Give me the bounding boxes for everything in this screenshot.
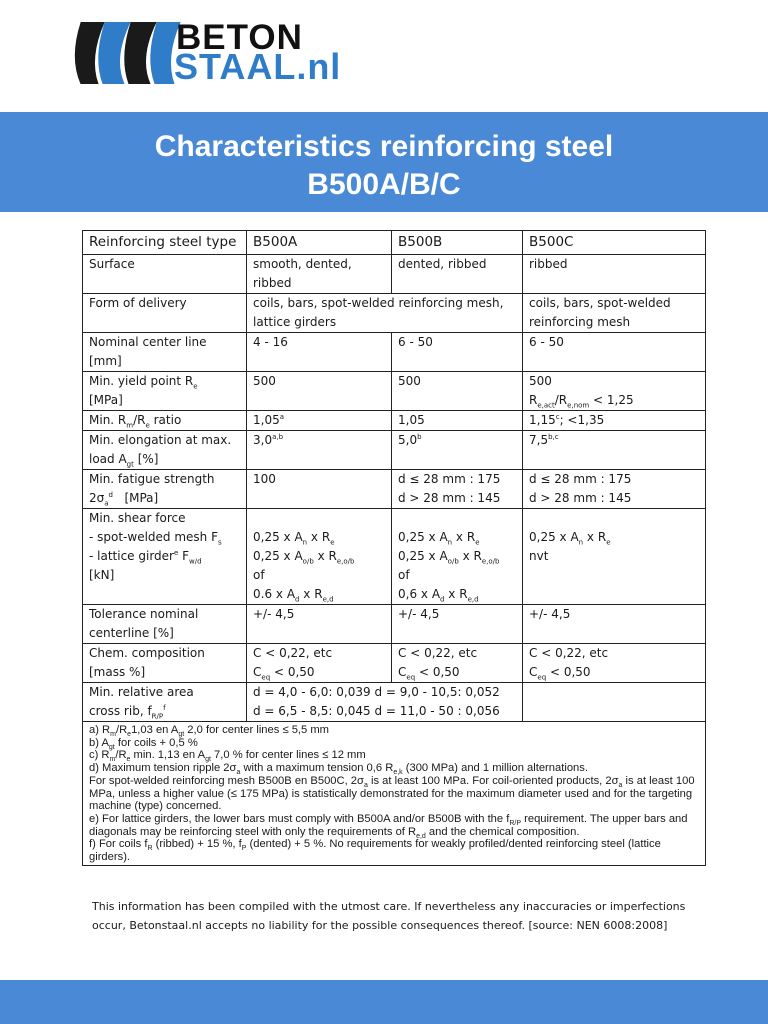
table-cell: C < 0,22, etc $C_{eq} < 0,50$ (392, 644, 523, 683)
row-label: Min. elongation at max. load $A_{gt}$ [%] (83, 431, 247, 470)
row-label: Min. relative area cross rib, $f_{R/P}^f$ (83, 683, 247, 722)
table-cell: coils, bars, spot-welded reinforcing mesh, lattice girders (247, 294, 523, 333)
header-cell: B500B (392, 231, 523, 255)
table-row (83, 509, 706, 605)
row-label: Tolerance nominal centerline [%] (83, 605, 247, 644)
table-cell: coils, bars, spot-welded reinforcing mesh (523, 294, 706, 333)
title-banner (0, 112, 768, 212)
table-cell: 0,25 x $A_n$ x $R_e$ nvt (523, 509, 706, 605)
row-label: Form of delivery (83, 294, 247, 333)
table-row (83, 411, 706, 431)
row-label: Min. yield point $R_e$ [MPa] (83, 372, 247, 411)
table-row (83, 294, 706, 333)
table-cell: d ≤ 28 mm : 175 d > 28 mm : 145 (523, 470, 706, 509)
table-cell: 7,5$^{b,c}$ (523, 431, 706, 470)
header-cell: Reinforcing steel type (83, 231, 247, 255)
table-row (83, 470, 706, 509)
logo-wordmark-top: BETON (176, 18, 303, 57)
table-row (83, 683, 706, 722)
table-cell: 500 (392, 372, 523, 411)
table-row (83, 333, 706, 372)
table-row (83, 644, 706, 683)
row-label: Min. $R_m/R_e$ ratio (83, 411, 247, 431)
table-cell: +/- 4,5 (392, 605, 523, 644)
table-cell: d ≤ 28 mm : 175 d > 28 mm : 145 (392, 470, 523, 509)
logo-wordmark-bottom: STAAL.nl (174, 46, 342, 87)
row-label: Min. shear force - spot-welded mesh $F_s$ - lattice girder$^e$ $F_{w/d}$ [kN] (83, 509, 247, 605)
table-cell: 3,0$^{a,b}$ (247, 431, 392, 470)
disclaimer-text: This information has been compiled with the utmost care. If nevertheless any inaccuracies or imperfections occur, Betonstaal.nl accepts no liability for the possible consequences thereof. [source: NEN 6008:2008] (92, 900, 686, 932)
table-cell: d = 4,0 - 6,0: 0,039 d = 9,0 - 10,5: 0,052 d = 6,5 - 8,5: 0,045 d = 11,0 - 50 : 0,056 (247, 683, 523, 722)
table-cell: C < 0,22, etc $C_{eq} < 0,50$ (523, 644, 706, 683)
table-row (83, 431, 706, 470)
table-cell: 1,05$^a$ (247, 411, 392, 431)
table-cell: 500 $R_{e,act}/R_{e,nom} < 1,25$ (523, 372, 706, 411)
table-cell: +/- 4,5 (523, 605, 706, 644)
table-cell: ribbed (523, 255, 706, 294)
table-cell: 500 (247, 372, 392, 411)
table-cell: 1,05 (392, 411, 523, 431)
table-cell: 6 - 50 (523, 333, 706, 372)
header-cell: B500A (247, 231, 392, 255)
table-cell: 1,15$^c$; <1,35 (523, 411, 706, 431)
table-cell: +/- 4,5 (247, 605, 392, 644)
row-label: Nominal center line [mm] (83, 333, 247, 372)
table-cell: dented, ribbed (392, 255, 523, 294)
table-cell: C < 0,22, etc $C_{eq} < 0,50$ (247, 644, 392, 683)
row-label: Min. fatigue strength $2\sigma_a^d$ [MPa] (83, 470, 247, 509)
row-label: Chem. composition [mass %] (83, 644, 247, 683)
page-title-line2: B500A/B/C (307, 168, 461, 201)
table-row (83, 605, 706, 644)
table-cell (523, 683, 706, 722)
table-row (83, 255, 706, 294)
table-cell: 0,25 x $A_n$ x $R_e$ 0,25 x $A_{o/b}$ x $R_{e,o/b}$ of 0.6 x $A_d$ x $R_{e,d}$ (247, 509, 392, 605)
page-title-line1: Characteristics reinforcing steel (154, 130, 614, 163)
header-cell: B500C (523, 231, 706, 255)
bottom-bar (0, 980, 768, 1024)
table-cell: smooth, dented, ribbed (247, 255, 392, 294)
row-label: Surface (83, 255, 247, 294)
table-row (83, 722, 706, 866)
footnotes: a) $R_m/R_e1,03$ en $A_{gt}$ 2,0 for center lines ≤ 5,5 mm b) $A_{gt}$ for coils + 0,5 % c) $R_m/R_e$ min. 1,13 en $A_{gt}$ 7,0 % for center lines ≤ 12 mm d) Maximum tension ripple $2\sigma_a$ with a maximum tension 0,6 $R_{e,k}$ (300 MPa) and 1 million alternations. For spot-welded reinforcing mesh B500B en B500C, $2\sigma_a$ is at least 100 MPa. For coil-oriented products, $2\sigma_a$ is at least 100 MPa, unless a higher value (≤ 175 MPa) is statistically demonstrated for the maximum diameter used and for the targeting machine (type) concerned. e) For lattice girders, the lower bars must comply with B500A and/or B500B with the $f_{R/P}$ requirement. The upper bars and diagonals may be reinforcing steel with only the requirements of $R_{e,d}$ and the chemical composition. f) For coils $f_R$ (ribbed) + 15 %, $f_P$ (dented) + 5 %. No requirements for weakly profiled/dented reinforcing steel (lattice girders). (83, 722, 706, 866)
table-cell: 5,0$^b$ (392, 431, 523, 470)
table-cell: 0,25 x $A_n$ x $R_e$ 0,25 x $A_{o/b}$ x $R_{e,o/b}$ of 0,6 x $A_d$ x $R_{e,d}$ (392, 509, 523, 605)
table-cell: 6 - 50 (392, 333, 523, 372)
table-cell: 4 - 16 (247, 333, 392, 372)
table-row (83, 231, 706, 255)
table-cell: 100 (247, 470, 392, 509)
spec-table (82, 230, 706, 866)
table-row (83, 372, 706, 411)
